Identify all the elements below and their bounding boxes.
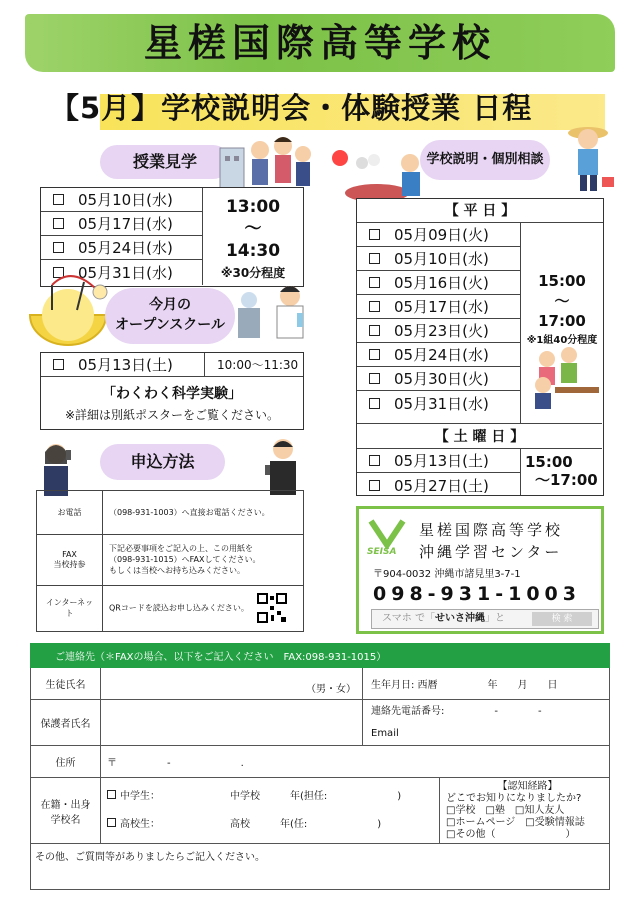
student-name-field[interactable]: （男・女）	[101, 668, 363, 700]
qr-code-icon[interactable]	[257, 593, 287, 623]
obs-date-row[interactable]: 05月17日(水)	[41, 212, 202, 236]
weekday-row[interactable]: 05月24日(水)	[357, 343, 520, 367]
saturday-header: 【 土 曜 日 】	[357, 423, 602, 449]
open-school-table	[40, 352, 304, 430]
checkbox[interactable]	[369, 253, 380, 264]
search-button[interactable]: 検 索	[532, 612, 592, 626]
contact-form	[30, 643, 610, 890]
farmer-illustration	[558, 115, 618, 195]
checkbox[interactable]	[107, 790, 116, 799]
apply-phone-label: お電話	[37, 491, 103, 535]
apply-phone-detail: （098-931-1003）へ直接お電話ください。	[103, 491, 304, 535]
page-subtitle: 【5月】学校説明会・体験授業 日程	[50, 91, 533, 125]
apply-internet-label: インターネット	[37, 585, 103, 631]
obs-time: 13:00 ～ 14:30 ※30分程度	[220, 197, 286, 280]
checkbox[interactable]	[369, 398, 380, 409]
obs-date-row[interactable]: 05月31日(水)	[41, 260, 202, 284]
school-title: 星槎国際高等学校	[143, 21, 496, 65]
checkbox[interactable]	[369, 301, 380, 312]
weekday-row[interactable]: 05月10日(水)	[357, 247, 520, 271]
checkbox[interactable]	[53, 218, 64, 229]
search-box[interactable]: スマホ で「せいさ沖縄」と 検 索	[371, 609, 599, 629]
weekday-row[interactable]: 05月09日(火)	[357, 223, 520, 247]
checkbox[interactable]	[53, 242, 64, 253]
open-date-row[interactable]: 05月13日(土) 10:00～11:30	[41, 353, 303, 377]
learning-center-card	[356, 506, 604, 634]
consult-table	[356, 198, 604, 496]
apply-method-table	[36, 490, 304, 632]
center-name-2: 沖縄学習センター	[419, 543, 563, 561]
apply-method-label: 申込方法	[100, 444, 225, 480]
lemon-battery-illustration	[22, 270, 117, 350]
checkbox[interactable]	[369, 455, 380, 466]
address-label: 住所	[31, 746, 101, 778]
referral-route[interactable]: 【認知経路】 どこでお知りになりましたか? □学校 □塾 □知人友人 □ホームページ □受験情報誌 □その他（ ）	[440, 778, 610, 844]
weekday-row[interactable]: 05月30日(火)	[357, 367, 520, 391]
open-event-title: 「わくわく科学実験」	[102, 386, 242, 402]
apply-fax-label: FAX 当校持参	[37, 535, 103, 585]
address-field[interactable]: 〒 - .	[101, 746, 610, 778]
saturday-time: 15:00 ～17:00	[525, 453, 598, 489]
other-questions-field[interactable]: その他、ご質問等がありましたらご記入ください。	[31, 844, 610, 890]
apply-fax-detail: 下記必要事項をご記入の上、この用紙を （098-931-1015）へFAXしてください。 もしくは当校へお持ち込みください。	[103, 535, 304, 585]
checkbox[interactable]	[369, 325, 380, 336]
checkbox[interactable]	[369, 277, 380, 288]
saturday-row[interactable]: 05月13日(土)	[357, 449, 520, 473]
checkbox[interactable]	[369, 480, 380, 491]
weekday-row[interactable]: 05月16日(火)	[357, 271, 520, 295]
saturday-row[interactable]: 05月27日(土)	[357, 473, 520, 497]
checkbox[interactable]	[53, 194, 64, 205]
weekday-row[interactable]: 05月17日(水)	[357, 295, 520, 319]
center-name-1: 星槎国際高等学校	[419, 521, 564, 539]
consult-label: 学校説明・個別相談	[420, 140, 550, 180]
birthdate-field[interactable]: 生年月日: 西暦 年 月 日	[363, 668, 610, 700]
center-address: 〒904-0032 沖縄市諸見里3-7-1	[373, 569, 521, 580]
school-field[interactable]: 中学生： 中学校 年(担任: ) 高校生： 高校 年(任: )	[101, 778, 440, 844]
weekday-header: 【 平 日 】	[357, 199, 603, 223]
weekday-row[interactable]: 05月31日(水)	[357, 391, 520, 415]
checkbox[interactable]	[369, 373, 380, 384]
checkbox[interactable]	[107, 818, 116, 827]
seisa-brand: SEISA	[367, 547, 397, 557]
obs-date-row[interactable]: 05月24日(水)	[41, 236, 202, 260]
scientist-illustration	[235, 278, 315, 348]
weekday-time: 15:00 ～ 17:00 ※1組40分程度	[526, 272, 598, 346]
center-phone[interactable]: 098-931-1003	[373, 583, 581, 605]
apply-internet-cell: QRコードを読込お申し込みください。	[103, 585, 304, 631]
open-school-label: 今月の オープンスクール	[105, 288, 235, 344]
checkbox[interactable]	[369, 229, 380, 240]
class-observation-label: 授業見学	[100, 145, 230, 179]
school-label: 在籍・出身 学校名	[31, 778, 101, 844]
checkbox[interactable]	[53, 359, 64, 370]
open-event-note: ※詳細は別紙ポスターをご覧ください。	[64, 408, 280, 422]
weekday-row[interactable]: 05月23日(火)	[357, 319, 520, 343]
student-name-label: 生徒氏名	[31, 668, 101, 700]
form-header: ご連絡先（＊FAXの場合、以下をご記入ください FAX:098-931-1015）	[31, 644, 610, 668]
checkbox[interactable]	[369, 349, 380, 360]
consultation-illustration	[529, 341, 601, 411]
contact-tel-field[interactable]: 連絡先電話番号: - - Email	[363, 700, 610, 746]
guardian-name-label: 保護者氏名	[31, 700, 101, 746]
obs-date-row[interactable]: 05月10日(水)	[41, 188, 202, 212]
guardian-name-field[interactable]	[101, 700, 363, 746]
